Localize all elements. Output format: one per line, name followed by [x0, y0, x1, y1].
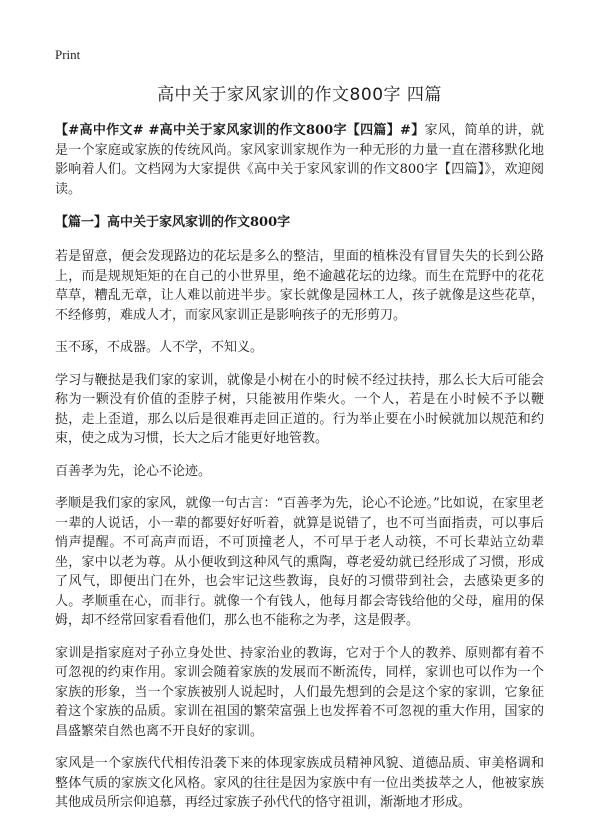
page-title: 高中关于家风家训的作文800字 四篇	[157, 85, 442, 105]
intro-lead: 【#高中作文# #高中关于家风家训的作文800字【四篇】#】	[55, 123, 425, 138]
paragraph-5: 孝顺是我们家的家风，就像一句古言：“百善孝为先，论心不论迹。”比如说，在家里老一辈的人说话，小一辈的都要好好听着，就算是说错了，也不可当面指责，可以事后悄声提醒。不可高声而语，不可顶撞老人，不可早于老人动筷，不可长辈站立幼辈坐，家中以老为尊。从小便收到这种风气的熏陶，尊老爱幼就已经形成了习惯，形成了风气，即便出门在外，也会牢记这些教诲，良好的习惯带到社会，去感染更多的人。孝顺重在心，而非行。就像一个有钱人，他每月都会寄钱给他的父母，雇用的保姆，却不经常回家看看他们，那么也不能称之为孝，这是假孝。	[55, 496, 544, 628]
paragraph-6: 家训是指家庭对子孙立身处世、持家治业的教诲，它对于个人的教养、原则都有着不可忽视的约束作用。家训会随着家族的发展而不断流传，同样，家训也可以作为一个家族的形象，当一个家族被别人说起时，人们最先想到的会是这个家的家训，它象征着这个家族的品质。家训在祖国的繁荣富强上也发挥着不可忽视的重大作用，国家的昌盛繁荣自然也离不开良好的家训。	[55, 645, 544, 739]
section-heading: 【篇一】高中关于家风家训的作文800字	[55, 215, 291, 230]
print-link[interactable]: Print	[55, 47, 81, 62]
paragraph-3: 学习与鞭挞是我们家的家训，就像是小树在小的时候不经过扶持，那么长大后可能会称为一颗没有价值的歪脖子树，只能被用作柴火。一个人，若是在小时候不予以鞭挞，走上歪道，那么以后是很难再走回正道的。行为举止要在小时候就加以规范和约束，使之成为习惯，长大之后才能更好地管教。	[55, 372, 544, 446]
paragraph-2: 玉不琢，不成器。人不学，不知义。	[55, 340, 264, 355]
paragraph-4: 百善孝为先，论心不论迹。	[55, 463, 212, 479]
intro-text: 家风，简单的讲，就是一个家庭或家族的传统风尚。家风家训家规作为一种无形的力量一直在潜移默化地影响着人们。文档网为大家提供《高中关于家风家训的作文800字【四篇】》，欢迎阅读。	[55, 123, 544, 197]
paragraph-7: 家风是一个家族代代相传沿袭下来的体现家族成员精神风貌、道德品质、审美格调和整体气质的家族文化风格。家风的往往是因为家族中有一位出类拔萃之人，他被家族其他成员所宗仰追慕，再经过家族子孙代代的恪守祖训，渐渐地才形成。	[55, 756, 544, 810]
intro-paragraph	[55, 121, 544, 199]
paragraph-1: 若是留意，便会发现路边的花坛是多么的整洁，里面的植株没有冒冒失失的长到公路上，而是规规矩矩的在自己的小世界里，绝不逾越花坛的边缘。而生在荒野中的花花草草，糟乱无章，让人难以前进半步。家长就像是园林工人，孩子就像是这些花草，不经修剪，难成人才，而家风家训正是影响孩子的无形剪刀。	[55, 249, 544, 323]
